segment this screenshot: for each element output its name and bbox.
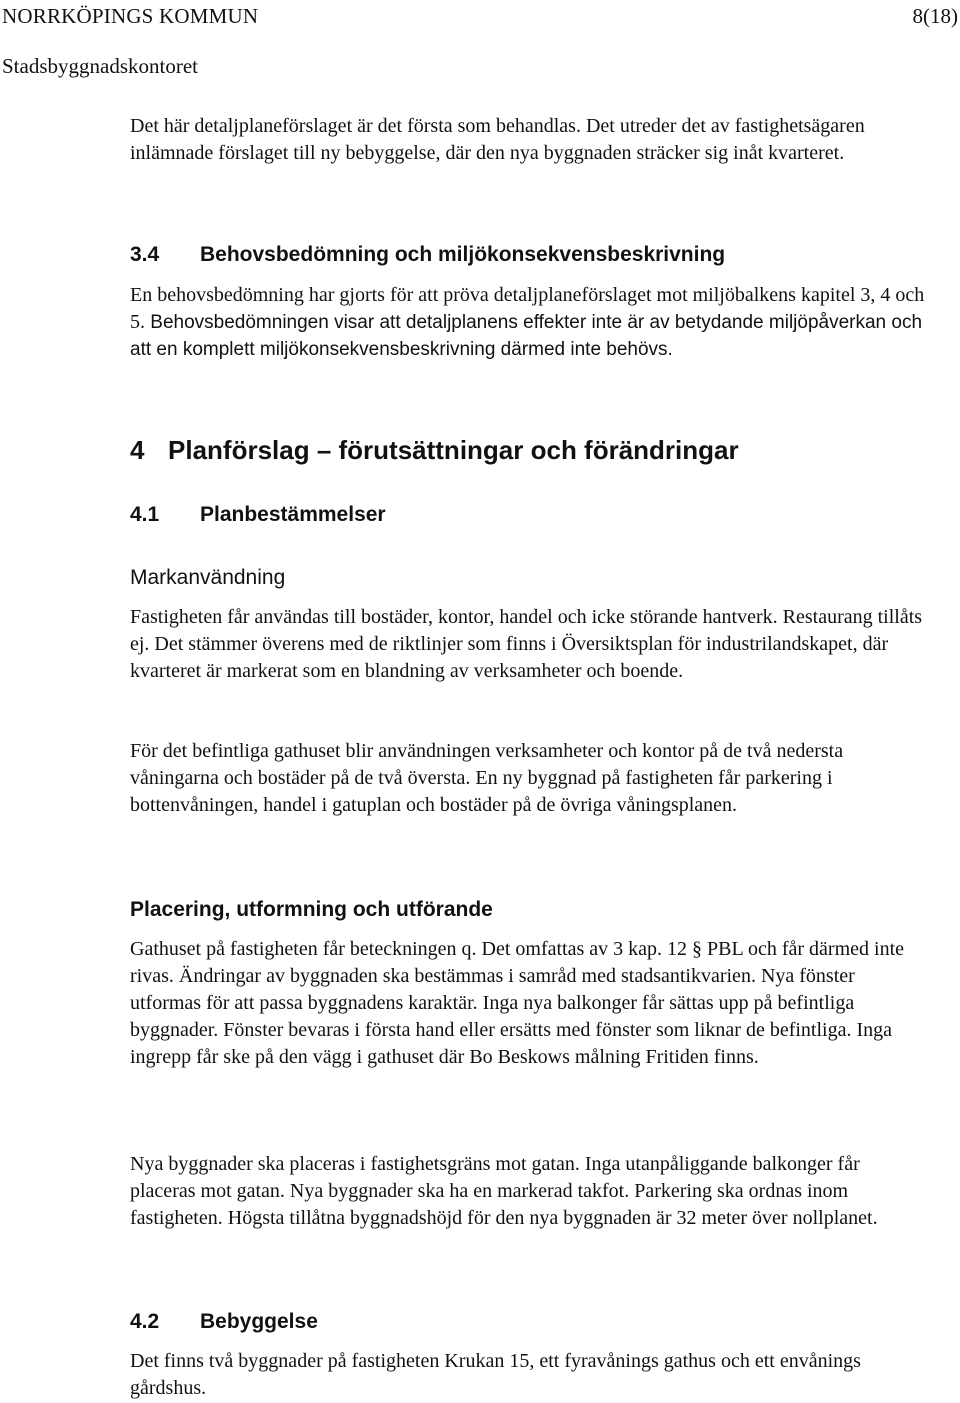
- heading-number: 3.4: [130, 243, 160, 266]
- paragraph-behovsbedomning: [130, 282, 930, 363]
- heading-number: 4.1: [130, 503, 160, 526]
- page-header-department: Stadsbyggnadskontoret: [2, 54, 198, 78]
- heading-4-1: [130, 501, 386, 529]
- heading-markanvandning: Markanvändning: [130, 566, 286, 589]
- heading-number: 4.2: [130, 1310, 160, 1333]
- heading-title: Planbestämmelser: [200, 503, 386, 526]
- heading-3-4: [130, 241, 725, 269]
- paragraph-markanvandning-1: Fastigheten får användas till bostäder, kontor, handel och icke störande hantverk. Restaurang tillåts ej. Det stämmer överens med de riktlinjer som finns i Översiktsplan för industrilandskapet, där kvarteret är markerat som en blandning av verksamheter och boende.: [130, 606, 923, 682]
- paragraph-intro: Det här detaljplaneförslaget är det första som behandlas. Det utreder det av fastighetsägaren inlämnade förslaget till ny bebyggelse, där den nya byggnaden sträcker sig inåt kvarteret.: [130, 115, 865, 164]
- heading-placering: Placering, utformning och utförande: [130, 898, 493, 921]
- page-header-org: NORRKÖPINGS KOMMUN: [2, 4, 259, 28]
- heading-title: Behovsbedömning och miljökonsekvensbeskrivning: [200, 243, 726, 266]
- heading-4: [130, 434, 739, 466]
- heading-4-2: [130, 1308, 318, 1336]
- sentence-serif: En behovsbedömning har gjorts för att pröva detaljplaneförslaget mot miljöbalkens kapitel 3, 4 och 5.: [130, 284, 925, 333]
- paragraph-placering-2: Nya byggnader ska placeras i fastighetsgräns mot gatan. Inga utanpåliggande balkonger får placeras mot gatan. Nya byggnader ska ha en markerad takfot. Parkering ska ordnas inom fastigheten. Högsta tillåtna byggnadshöjd för den nya byggnaden är 32 meter över nollplanet.: [130, 1153, 878, 1229]
- paragraph-bebyggelse: Det finns två byggnader på fastigheten Krukan 15, ett fyravånings gathus och ett envånings gårdshus.: [130, 1350, 861, 1399]
- heading-title: Planförslag – förutsättningar och förändringar: [168, 435, 739, 465]
- paragraph-placering-1: Gathuset på fastigheten får beteckningen q. Det omfattas av 3 kap. 12 § PBL och får därmed inte rivas. Ändringar av byggnaden ska bestämmas i samråd med stadsantikvarien. Nya fönster utformas för att passa byggnadens karaktär. Inga nya balkonger får sättas upp på befintliga byggnader. Fönster bevaras i första hand eller ersätts med fönster som liknar de befintliga. Inga ingrepp får ske på den vägg i gathuset där Bo Beskows målning Fritiden finns.: [130, 938, 905, 1068]
- page-number: 8(18): [912, 4, 958, 28]
- paragraph-markanvandning-2: För det befintliga gathuset blir användningen verksamheter och kontor på de två nedersta våningarna och bostäder på de två översta. En ny byggnad på fastigheten får parkering i bottenvåningen, handel i gatuplan och bostäder på de övriga våningsplanen.: [130, 740, 844, 816]
- sentence-sans: Behovsbedömningen visar att detaljplanens effekter inte är av betydande miljöpåverkan och att en komplett miljökonsekvensbeskrivning därmed inte behövs.: [130, 312, 923, 360]
- heading-number: 4: [130, 435, 145, 465]
- heading-title: Bebyggelse: [200, 1310, 318, 1333]
